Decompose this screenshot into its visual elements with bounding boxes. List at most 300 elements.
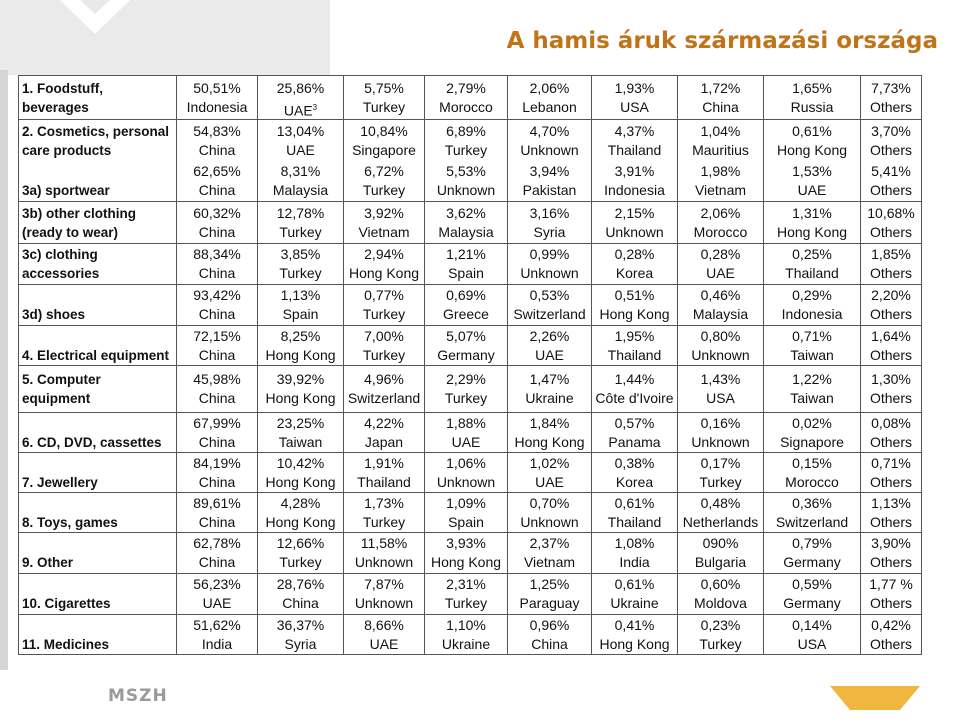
share-percent: 0,02% — [792, 414, 832, 431]
origin-country-name: UAE — [706, 265, 735, 281]
origin-country — [678, 141, 763, 160]
share-cell — [678, 453, 764, 493]
origin-country-name: Turkey — [444, 595, 488, 611]
share-cell — [425, 533, 508, 574]
origin-country-name: Morocco — [785, 473, 839, 490]
origin-country — [425, 98, 507, 117]
origin-country — [764, 553, 860, 572]
origin-country-name: Hong Kong — [776, 223, 848, 240]
table-row — [19, 413, 922, 453]
share-percent: 1,31% — [792, 204, 832, 221]
origin-country-name: Thailand — [607, 346, 662, 363]
share-percent: 67,99% — [193, 414, 241, 431]
share-percent: 8,25% — [280, 327, 321, 344]
category-label-top — [22, 286, 176, 305]
origin-country — [678, 473, 763, 492]
share-cell — [508, 326, 592, 366]
row-category — [19, 120, 177, 162]
category-label-bottom: equipment — [22, 391, 91, 406]
share-percent: 0,17% — [700, 454, 741, 471]
share-cell — [592, 326, 678, 366]
share-cell — [764, 366, 861, 413]
origin-country — [592, 181, 677, 200]
share-cell — [344, 202, 425, 244]
share-percent: 4,70% — [529, 122, 570, 139]
origin-country — [861, 473, 921, 492]
share-percent: 0,28% — [700, 246, 741, 262]
share-percent: 8,31% — [280, 163, 321, 180]
share-cell — [678, 76, 764, 120]
share-cell — [678, 162, 764, 202]
origin-country — [678, 98, 763, 117]
origin-country — [425, 594, 507, 613]
origin-country — [258, 141, 343, 160]
origin-country-name: Taiwan — [790, 390, 834, 406]
origin-country — [425, 181, 507, 200]
share-cell — [425, 120, 508, 162]
origin-country-name: Spain — [448, 513, 484, 530]
origin-country-name: Korea — [615, 473, 654, 490]
share-cell — [258, 162, 344, 202]
origin-country-name: Lebanon — [522, 98, 577, 115]
origin-country-name: Hong Kong — [265, 473, 336, 490]
category-label-top: 3b) other clothing — [22, 205, 136, 221]
origin-country — [344, 594, 424, 613]
page-title: A hamis áruk származási országa — [506, 28, 938, 54]
share-cell — [764, 413, 861, 453]
origin-country-name: Signapore — [780, 433, 844, 450]
row-category — [19, 366, 177, 413]
origin-country-name: Hong Kong — [776, 141, 848, 158]
origin-country-name: China — [198, 182, 236, 199]
share-percent: 1,44% — [614, 371, 655, 387]
origin-country — [508, 594, 591, 613]
category-label-bottom: (ready to wear) — [22, 224, 119, 240]
origin-country — [764, 181, 860, 200]
share-cell — [678, 120, 764, 162]
share-cell — [592, 366, 678, 413]
share-percent: 51,62% — [193, 616, 241, 633]
share-percent: 0,57% — [614, 414, 655, 431]
origin-country — [177, 181, 257, 200]
origin-country-name: Paraguay — [519, 595, 580, 611]
table-row — [19, 162, 922, 202]
origin-country — [344, 264, 424, 283]
table-row — [19, 366, 922, 413]
origin-country-name: Hong Kong — [514, 433, 585, 450]
origin-country — [508, 635, 591, 654]
category-label-top — [22, 575, 176, 594]
origin-country — [678, 433, 763, 452]
share-percent: 0,53% — [529, 287, 570, 303]
share-cell — [508, 162, 592, 202]
origin-country-name: China — [531, 635, 568, 652]
origin-country-name: Germany — [783, 595, 841, 611]
origin-country — [508, 223, 591, 242]
category-label-top: 5. Computer — [22, 372, 101, 387]
origin-country-name: Syria — [533, 223, 566, 240]
share-percent: 1,98% — [700, 163, 741, 180]
share-cell — [678, 244, 764, 285]
share-percent: 1,95% — [614, 327, 655, 344]
share-cell — [344, 285, 425, 326]
share-cell — [508, 615, 592, 655]
share-cell — [861, 162, 922, 202]
share-percent: 1,53% — [792, 163, 832, 180]
share-cell — [425, 244, 508, 285]
share-percent: 3,62% — [446, 204, 486, 221]
origin-country-name: Hong Kong — [599, 635, 670, 652]
origin-country-name: Unknown — [691, 433, 750, 450]
share-cell — [508, 76, 592, 120]
share-percent: 28,76% — [276, 576, 325, 592]
share-cell — [508, 453, 592, 493]
origin-country — [258, 346, 343, 365]
category-label-bottom: 8. Toys, games — [22, 514, 118, 530]
share-percent: 6,72% — [364, 163, 404, 180]
share-cell — [344, 493, 425, 533]
share-percent: 60,32% — [193, 204, 241, 221]
share-cell — [592, 76, 678, 120]
share-cell — [425, 366, 508, 413]
row-category — [19, 453, 177, 493]
origin-country-name: Singapore — [352, 141, 416, 158]
share-percent: 3,70% — [871, 122, 911, 139]
chevron-decoration-icon — [0, 0, 330, 75]
origin-country-name: Others — [869, 554, 912, 570]
share-cell — [592, 453, 678, 493]
origin-country — [678, 181, 763, 200]
share-cell — [258, 453, 344, 493]
origin-country-name: UAE — [451, 433, 481, 450]
origin-country-name: UAE — [797, 182, 827, 199]
share-percent: 1,25% — [529, 576, 570, 592]
share-percent: 36,37% — [276, 616, 325, 633]
origin-country — [592, 141, 677, 160]
origin-country-name: China — [198, 223, 236, 240]
share-percent: 0,70% — [529, 494, 570, 511]
origin-country — [177, 635, 257, 654]
share-cell — [508, 202, 592, 244]
origin-country — [764, 473, 860, 492]
origin-country — [592, 635, 677, 654]
share-cell — [508, 285, 592, 326]
origin-country — [861, 513, 921, 532]
category-label-bottom: 3a) sportwear — [22, 183, 110, 199]
share-cell — [258, 533, 344, 574]
share-cell — [764, 285, 861, 326]
category-label-bottom: 10. Cigarettes — [22, 596, 111, 611]
origin-country-name: Turkey — [279, 223, 322, 240]
share-cell — [592, 615, 678, 655]
share-percent: 0,46% — [700, 287, 741, 303]
share-percent: 0,36% — [792, 494, 832, 511]
origin-country-name: Switzerland — [513, 306, 586, 322]
origin-country-name: China — [198, 513, 236, 530]
share-cell — [508, 574, 592, 615]
category-label-bottom: accessories — [22, 266, 100, 281]
share-cell — [258, 493, 344, 533]
origin-country-name: Turkey — [444, 390, 488, 406]
origin-country — [592, 98, 677, 117]
share-cell — [177, 162, 258, 202]
share-cell — [258, 202, 344, 244]
origin-country — [678, 594, 763, 613]
share-cell — [592, 533, 678, 574]
origin-country-name: Taiwan — [790, 346, 834, 363]
category-label-top — [22, 616, 176, 635]
origin-country-name: Ukraine — [441, 635, 491, 652]
origin-country — [177, 594, 257, 613]
share-cell — [258, 574, 344, 615]
share-cell — [177, 244, 258, 285]
share-cell — [861, 615, 922, 655]
origin-country — [508, 389, 591, 408]
share-cell — [764, 493, 861, 533]
row-category — [19, 76, 177, 120]
share-percent: 3,92% — [364, 204, 404, 221]
category-label-bottom: 6. CD, DVD, cassettes — [22, 434, 162, 450]
origin-country — [425, 346, 507, 365]
origin-country-name: China — [198, 306, 236, 322]
share-cell — [177, 285, 258, 326]
origin-country — [508, 433, 591, 452]
share-percent: 0,42% — [871, 616, 911, 633]
share-percent: 3,94% — [529, 163, 570, 180]
share-cell — [764, 615, 861, 655]
share-percent: 1,72% — [700, 79, 741, 96]
origin-country — [861, 141, 921, 160]
share-percent: 1,77 % — [869, 576, 913, 592]
share-cell — [861, 326, 922, 366]
share-cell — [344, 413, 425, 453]
share-percent: 3,85% — [280, 246, 321, 262]
share-cell — [508, 244, 592, 285]
origin-country-name: Hong Kong — [348, 265, 420, 281]
share-percent: 5,75% — [364, 79, 404, 96]
share-cell — [425, 453, 508, 493]
share-percent: 0,28% — [614, 246, 655, 262]
share-percent: 0,48% — [700, 494, 741, 511]
share-percent: 62,65% — [193, 163, 241, 180]
origin-country — [425, 305, 507, 324]
category-label-bottom: 3d) shoes — [22, 307, 86, 322]
origin-country — [861, 305, 921, 324]
origin-country-name: China — [282, 595, 319, 611]
share-percent: 89,61% — [193, 494, 241, 511]
origin-country-name: Unknown — [436, 473, 496, 490]
origin-country — [508, 98, 591, 117]
share-cell — [258, 326, 344, 366]
share-cell — [177, 326, 258, 366]
origin-country-name: Hong Kong — [599, 306, 670, 322]
origin-country-name: Vietnam — [694, 182, 747, 199]
origin-country-name: Others — [869, 98, 912, 115]
share-cell — [508, 533, 592, 574]
origin-country — [678, 553, 763, 572]
share-cell — [764, 533, 861, 574]
share-cell — [764, 76, 861, 120]
row-category — [19, 493, 177, 533]
origin-country — [592, 433, 677, 452]
origin-country-name: Hong Kong — [265, 513, 336, 530]
share-percent: 1,21% — [446, 246, 486, 262]
origin-country-name: Japan — [364, 433, 404, 450]
origin-country — [764, 594, 860, 613]
share-percent: 0,99% — [529, 246, 570, 262]
origin-country — [258, 223, 343, 242]
origin-country-name: USA — [620, 98, 649, 115]
share-cell — [258, 615, 344, 655]
origin-country — [508, 181, 591, 200]
share-percent: 1,10% — [446, 616, 486, 633]
origin-country — [764, 346, 860, 365]
share-percent: 3,93% — [446, 535, 486, 551]
origin-country — [258, 513, 343, 532]
category-label-top — [22, 162, 176, 181]
share-cell — [177, 615, 258, 655]
share-percent: 2,37% — [529, 535, 570, 551]
origin-country — [258, 553, 343, 572]
origin-country-name: Spain — [282, 306, 319, 322]
origin-country-name: Korea — [615, 265, 654, 281]
table-row — [19, 615, 922, 655]
origin-country-name: Turkey — [279, 265, 322, 281]
origin-country-name: Turkey — [362, 182, 406, 199]
origin-country — [764, 141, 860, 160]
category-label-top — [22, 327, 176, 346]
category-label-top — [22, 454, 176, 473]
share-percent: 1,65% — [792, 79, 832, 96]
share-percent: 1,93% — [614, 79, 655, 96]
origin-country — [678, 305, 763, 324]
origin-country-name: Turkey — [699, 635, 742, 652]
origin-country — [177, 98, 257, 117]
share-percent: 1,43% — [700, 371, 741, 387]
share-percent: 0,59% — [792, 576, 832, 592]
origin-country-name: China — [198, 390, 236, 406]
category-label-top — [22, 494, 176, 513]
origin-country-name: Unknown — [520, 141, 579, 158]
origin-country-name: Spain — [448, 265, 484, 281]
origin-country — [592, 305, 677, 324]
origin-country — [177, 264, 257, 283]
row-category — [19, 533, 177, 574]
origin-country-name: Turkey — [362, 346, 406, 363]
origin-country-name: Russia — [790, 98, 834, 115]
origin-country — [678, 389, 763, 408]
share-cell — [678, 326, 764, 366]
share-cell — [678, 615, 764, 655]
share-percent: 0,61% — [614, 576, 655, 592]
share-percent: 8,66% — [364, 616, 404, 633]
origin-country-name: Panama — [608, 433, 661, 450]
origin-country-name: Malaysia — [438, 223, 494, 240]
share-percent: 1,09% — [446, 494, 486, 511]
share-cell — [258, 366, 344, 413]
origin-country-name: Others — [869, 141, 912, 158]
share-cell — [861, 76, 922, 120]
origin-country — [678, 264, 763, 283]
origin-country-name: Others — [869, 473, 912, 490]
origin-country-name: Germany — [437, 346, 495, 363]
page-number-tab-icon — [830, 686, 920, 710]
table-row — [19, 244, 922, 285]
share-cell — [258, 120, 344, 162]
share-cell — [678, 202, 764, 244]
origin-country — [344, 513, 424, 532]
origin-country — [258, 635, 343, 654]
share-cell — [861, 244, 922, 285]
origin-country — [861, 223, 921, 242]
share-percent: 10,84% — [360, 122, 408, 139]
share-percent: 2,79% — [446, 79, 486, 96]
origin-country-name: Bulgaria — [694, 554, 747, 570]
row-category — [19, 326, 177, 366]
share-cell — [425, 615, 508, 655]
origin-country — [425, 389, 507, 408]
origin-country — [592, 346, 677, 365]
origin-country-name: UAE — [369, 635, 399, 652]
origin-country — [861, 181, 921, 200]
share-cell — [592, 285, 678, 326]
table-row — [19, 285, 922, 326]
share-percent: 2,15% — [614, 204, 655, 221]
origin-country — [177, 305, 257, 324]
share-percent: 6,89% — [446, 122, 486, 139]
origin-country — [861, 264, 921, 283]
origin-country-name: China — [198, 554, 236, 570]
origin-country — [592, 594, 677, 613]
share-cell — [764, 120, 861, 162]
share-cell — [258, 244, 344, 285]
share-cell — [344, 120, 425, 162]
origin-country — [764, 389, 860, 408]
origin-country — [344, 473, 424, 492]
origin-country-name: UAE — [535, 473, 564, 490]
origin-country — [592, 389, 677, 408]
share-cell — [344, 76, 425, 120]
origin-country-name: China — [198, 346, 236, 363]
share-percent: 1,02% — [529, 454, 570, 471]
origin-country — [592, 264, 677, 283]
share-percent: 54,83% — [193, 122, 241, 139]
share-cell — [764, 162, 861, 202]
share-percent: 0,15% — [792, 454, 832, 471]
share-cell — [592, 244, 678, 285]
share-percent: 13,04% — [276, 122, 325, 139]
origin-country-name: Moldova — [694, 595, 747, 611]
origin-country — [258, 473, 343, 492]
logo: MSZH — [108, 686, 168, 706]
share-cell — [177, 453, 258, 493]
origin-country-name: Thailand — [607, 141, 662, 158]
share-percent: 1,13% — [871, 494, 911, 511]
origin-country-name: Ukraine — [610, 595, 659, 611]
share-percent: 0,61% — [792, 122, 832, 139]
origin-country-name: Unknown — [436, 182, 496, 199]
origin-country-name: Turkey — [362, 306, 406, 322]
category-label-top: 1. Foodstuff, — [22, 80, 103, 96]
origin-country — [678, 223, 763, 242]
share-percent: 1,84% — [529, 414, 570, 431]
origin-country-name: Ukraine — [525, 390, 574, 406]
origin-country-name: Others — [869, 390, 912, 406]
share-cell — [861, 533, 922, 574]
share-percent: 7,00% — [364, 327, 404, 344]
origin-country-name: Thailand — [785, 265, 839, 281]
origin-country-name: China — [198, 473, 236, 490]
